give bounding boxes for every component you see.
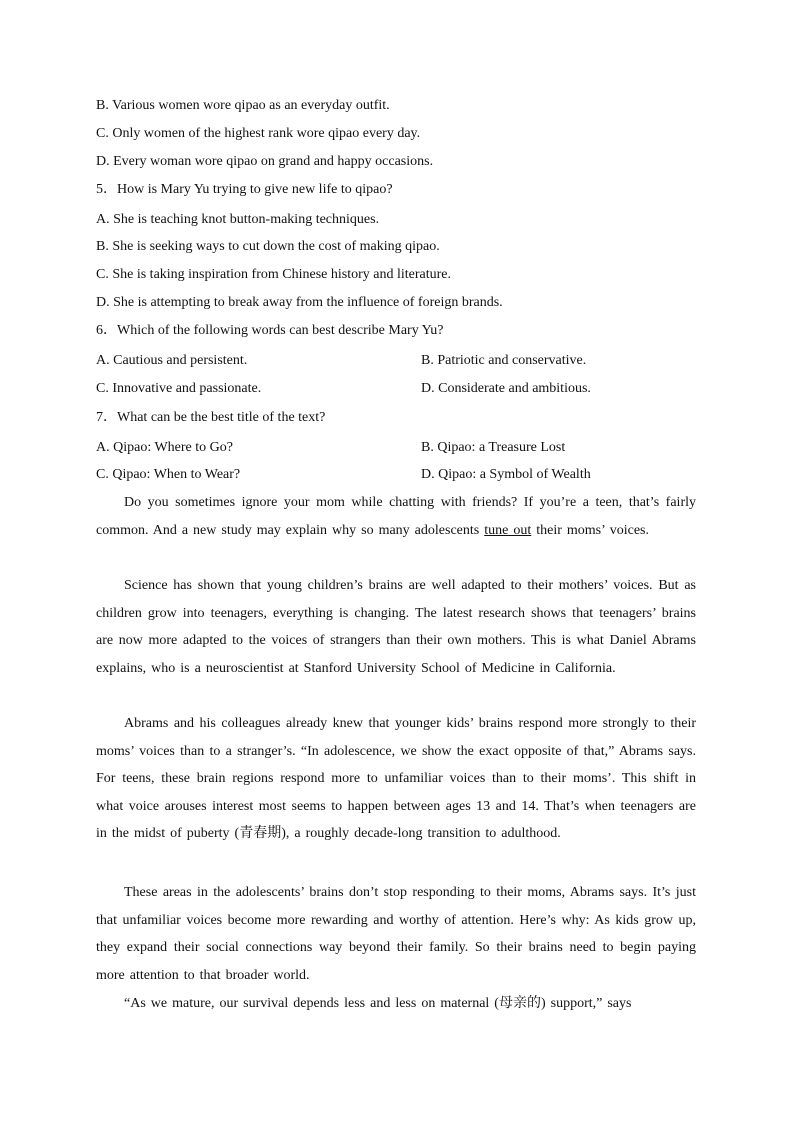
passage-paragraph-1 [96,489,696,544]
q5-stem: 5．How is Mary Yu trying to give new life to qipao? [96,182,393,197]
passage-paragraph-4: These areas in the adolescents’ brains don’t stop responding to their moms, Abrams says. It’s just that unfamiliar voices become more rewarding and worthy of attention. Here’s why: As kids grow up, they expand their social connections way beyond their family. So their brains need to begin paying more attention to that broader world. [96,885,696,983]
q5-option-c: C. She is taking inspiration from Chinese history and literature. [96,267,451,282]
q7-option-b: B. Qipao: a Treasure Lost [421,440,566,455]
q4-option-d: D. Every woman wore qipao on grand and happy occasions. [96,154,434,169]
q6-option-c: C. Innovative and passionate. [96,381,262,396]
q7-option-a: A. Qipao: Where to Go? [96,440,233,455]
q5-option-b: B. She is seeking ways to cut down the cost of making qipao. [96,239,440,254]
q4-option-b: B. Various women wore qipao as an everyday outfit. [96,98,390,113]
q6-option-a: A. Cautious and persistent. [96,353,248,368]
passage-paragraph-2: Science has shown that young children’s brains are well adapted to their mothers’ voices. But as children grow into teenagers, everything is changing. The latest research shows that teenagers’ brains are now more adapted to the voices of strangers than their own mothers. This is what Daniel Abrams explains, who is a neuroscientist at Stanford University School of Medicine in California. [96,578,696,676]
passage-paragraph-5: “As we mature, our survival depends less and less on maternal (母亲的) support,” says [124,996,632,1011]
q6-option-b: B. Patriotic and conservative. [421,353,587,368]
passage-p1-text: Do you sometimes ignore your mom while chatting with friends? If you’re a teen, that’s fairly common. And a new study may explain why so many adolescents [96,495,696,538]
q5-option-d: D. She is attempting to break away from the influence of foreign brands. [96,295,503,310]
q6-option-d: D. Considerate and ambitious. [421,381,591,396]
q4-option-c: C. Only women of the highest rank wore qipao every day. [96,126,421,141]
q5-option-a: A. She is teaching knot button-making techniques. [96,212,380,227]
passage-p1-end: their moms’ voices. [531,522,649,538]
q7-option-c: C. Qipao: When to Wear? [96,467,241,482]
q7-option-d: D. Qipao: a Symbol of Wealth [421,467,591,482]
passage-paragraph-3: Abrams and his colleagues already knew that younger kids’ brains respond more strongly to their moms’ voices than to a stranger’s. “In adolescence, we show the exact opposite of that,” Abrams says. For teens, these brain regions respond more to unfamiliar voices than to their moms’. This shift in what voice arouses interest most seems to happen between ages 13 and 14. That’s when teenagers are in the midst of puberty (青春期), a roughly decade-long transition to adulthood. [96,716,696,842]
q6-stem: 6．Which of the following words can best describe Mary Yu? [96,323,444,338]
underlined-phrase: tune out [484,522,532,538]
q7-stem: 7．What can be the best title of the text? [96,410,326,425]
